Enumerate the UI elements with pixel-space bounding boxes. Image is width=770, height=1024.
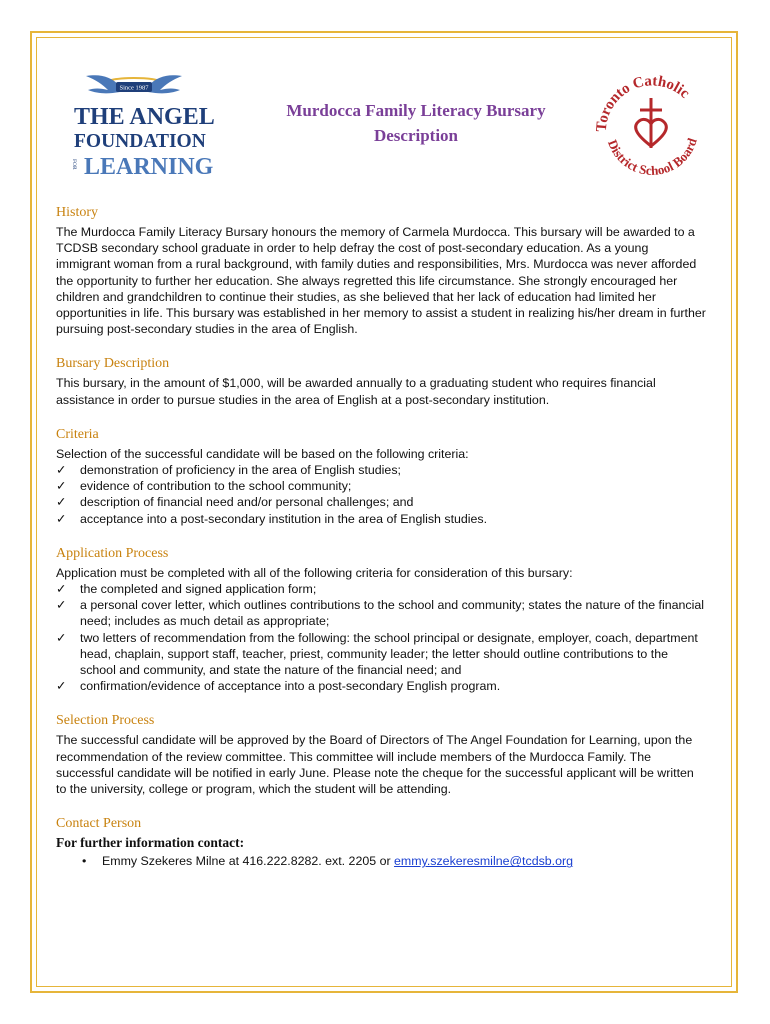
selection-process-heading: Selection Process xyxy=(56,713,155,729)
header xyxy=(56,62,716,192)
criteria-heading: Criteria xyxy=(56,426,99,442)
history-text: The Murdocca Family Literacy Bursary honours the memory of Carmela Murdocca. This bursary will be awarded to a TCDSB secondary school graduate in order to help defray the cost of post-secondary education. As a young immigrant woman from a rural background, with family duties and responsibilities, Mrs. Murdocca was never afforded the opportunity to further her education. She always regretted this life circumstance. She strongly encouraged her children and grandchildren to continue their studies, as she believed that her lack of education had limited her opportunities in life. This bursary was established in her memory to assist a student in realizing his/her dream in further pursuing post-secondary studies in the area of English. xyxy=(56,225,706,337)
seal-text-top: Toronto Catholic xyxy=(593,73,693,133)
bursary-description-text: This bursary, in the amount of $1,000, will be awarded annually to a graduating student who requires financial assistance in order to pursue studies in the area of English at a post-secondary institution. xyxy=(56,376,656,407)
contact-list xyxy=(56,853,706,869)
check-icon: ✓ xyxy=(56,511,67,526)
email-link[interactable]: emmy.szekeresmilne@tcdsb.org xyxy=(394,854,574,869)
list-item xyxy=(56,853,706,869)
seal-text-bottom: District School Board xyxy=(604,136,700,179)
title-line-1: Murdocca Family Literacy Bursary xyxy=(286,101,546,120)
list-item-text: description of financial need and/or personal challenges; and xyxy=(80,495,414,510)
list-item xyxy=(56,597,706,629)
section-history xyxy=(56,204,706,337)
cross-heart-icon xyxy=(636,98,667,148)
section-selection-process xyxy=(56,712,706,797)
list-item-text: the completed and signed application form; xyxy=(80,582,317,597)
since-badge: Since 1987 xyxy=(119,84,149,92)
contact-subheading: For further information contact: xyxy=(56,835,245,851)
logo-line-2: FOUNDATION xyxy=(74,131,206,152)
history-heading: History xyxy=(56,205,98,220)
list-item-text: acceptance into a post-secondary institution in the area of English studies. xyxy=(80,511,488,526)
tcdsb-seal-logo xyxy=(586,62,716,192)
list-item-text: confirmation/evidence of acceptance into a post-secondary English program. xyxy=(80,679,501,694)
list-item xyxy=(56,494,706,510)
contact-heading: Contact Person xyxy=(56,816,142,832)
check-icon: ✓ xyxy=(56,479,67,494)
list-item xyxy=(56,630,706,679)
application-process-heading: Application Process xyxy=(56,545,169,561)
section-contact xyxy=(56,815,706,869)
check-icon: ✓ xyxy=(56,495,67,510)
logo-line-1: THE ANGEL xyxy=(74,104,215,130)
section-bursary-description xyxy=(56,355,706,407)
halo-wings-icon xyxy=(86,75,182,93)
list-item xyxy=(56,581,706,597)
section-application-process xyxy=(56,545,706,695)
section-criteria xyxy=(56,426,706,527)
list-item-text: evidence of contribution to the school community; xyxy=(80,479,352,494)
check-icon: ✓ xyxy=(56,630,67,645)
bursary-description-heading: Bursary Description xyxy=(56,356,170,372)
application-process-list xyxy=(56,581,706,694)
logo-line-3: LEARNING xyxy=(84,154,214,178)
application-process-intro: Application must be completed with all of the following criteria for consideration of this bursary: xyxy=(56,565,573,580)
list-item xyxy=(56,511,706,527)
criteria-intro: Selection of the successful candidate will be based on the following criteria: xyxy=(56,446,469,461)
check-icon: ✓ xyxy=(56,463,67,478)
angel-foundation-logo xyxy=(62,68,232,178)
document-body xyxy=(56,204,706,888)
list-item xyxy=(56,678,706,694)
contact-text: Emmy Szekeres Milne at 416.222.8282. ext. 2205 or xyxy=(102,854,395,869)
check-icon: ✓ xyxy=(56,679,67,694)
page-title xyxy=(256,98,576,148)
check-icon: ✓ xyxy=(56,582,67,597)
check-icon: ✓ xyxy=(56,598,67,613)
list-item xyxy=(56,462,706,478)
list-item xyxy=(56,478,706,494)
criteria-list xyxy=(56,462,706,527)
bullet-icon: • xyxy=(82,854,87,869)
selection-process-text: The successful candidate will be approved by the Board of Directors of The Angel Foundation for Learning, upon the recommendation of the review committee. This committee will include members of the Murdocca Family. The successful candidate will be notified in early June. Please note the cheque for the successful applicant will be written to the university, college or program, which the student will be attending. xyxy=(56,733,694,797)
list-item-text: demonstration of proficiency in the area of English studies; xyxy=(80,463,401,478)
list-item-text: two letters of recommendation from the following: the school principal or designate, employer, coach, department head, chaplain, support staff, teacher, priest, community leader; the letter should outline contributions to the school and community, and state the nature of the financial need; and xyxy=(80,630,698,678)
logo-vertical-for: FOR xyxy=(71,159,77,170)
list-item-text: a personal cover letter, which outlines contributions to the school and community; states the nature of the financial need; includes as much detail as appropriate; xyxy=(80,598,705,629)
title-line-2: Description xyxy=(373,126,459,145)
